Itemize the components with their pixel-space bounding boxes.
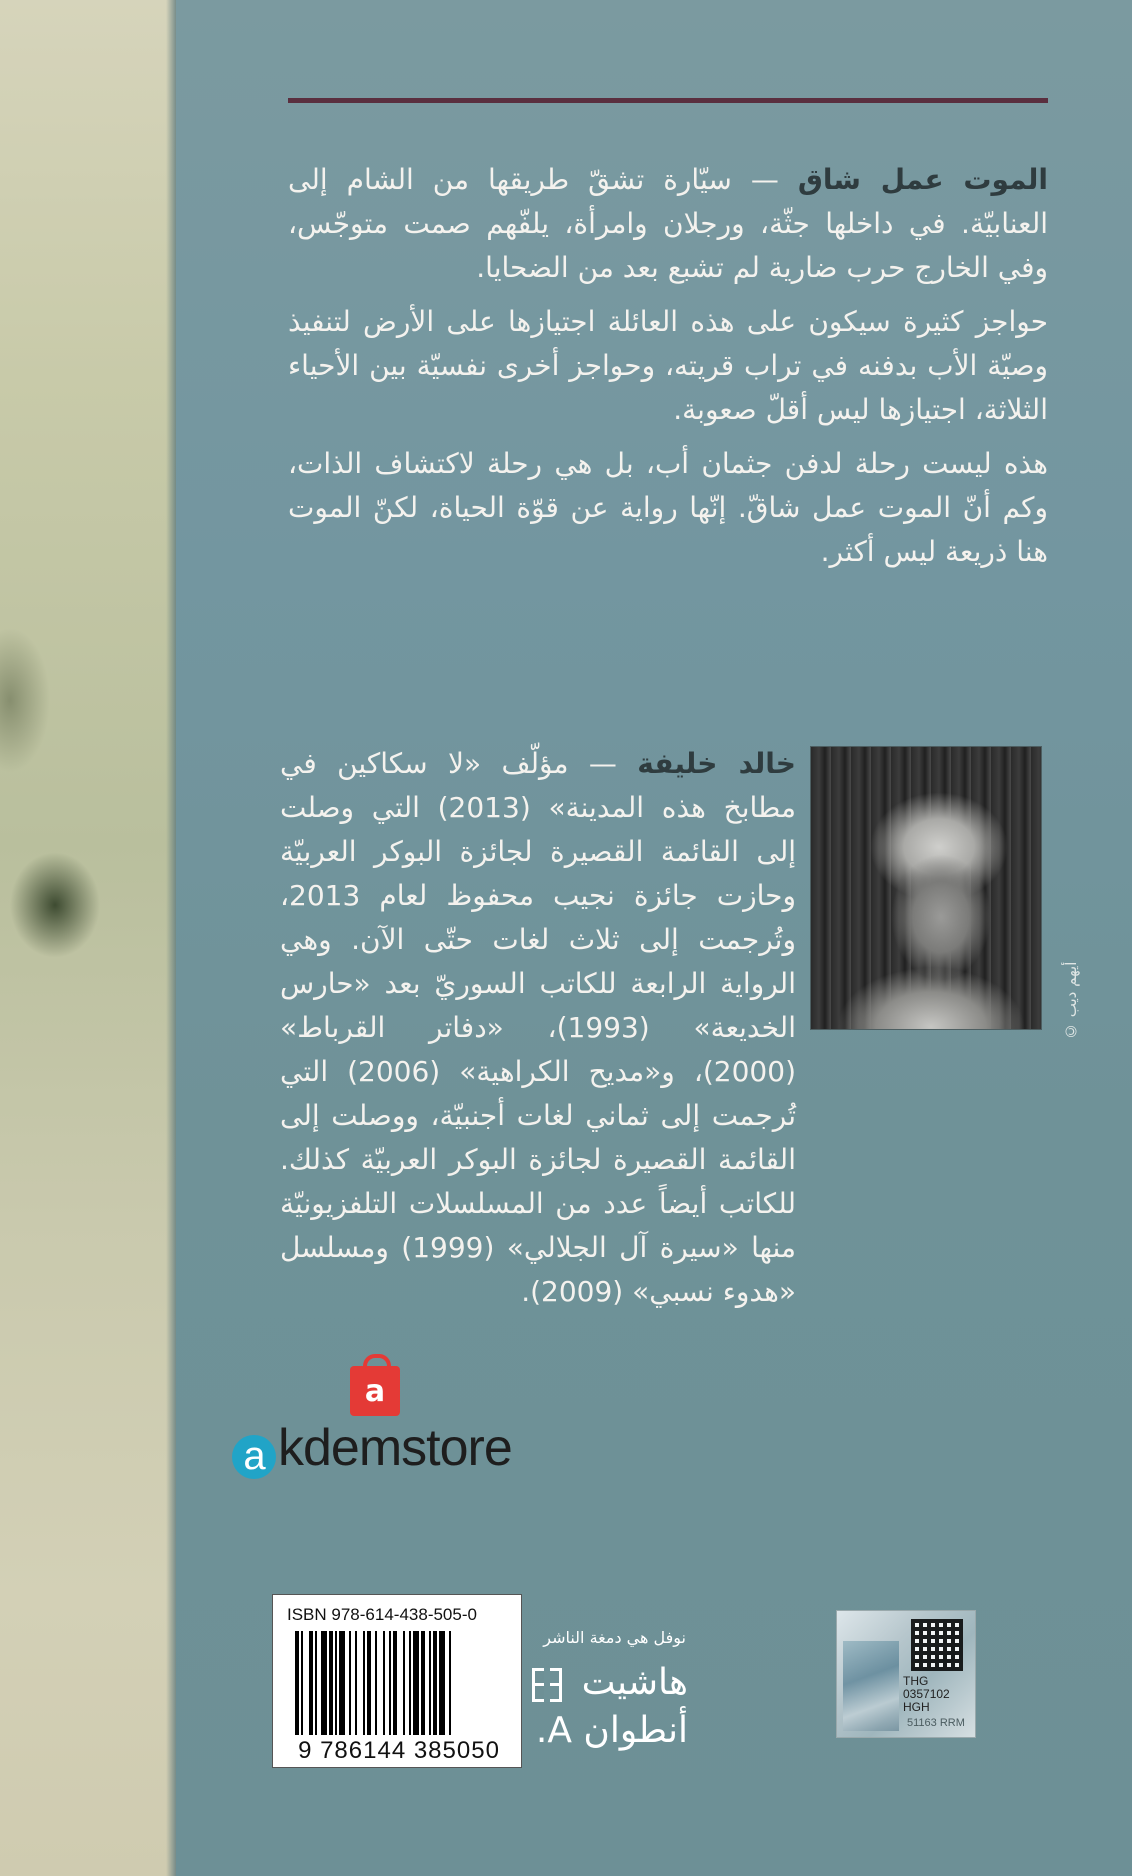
barcode-bar xyxy=(389,1631,391,1735)
barcode-digits: 9 786144 385050 xyxy=(298,1737,500,1764)
barcode-bar xyxy=(421,1631,425,1735)
barcode-bar xyxy=(321,1631,327,1735)
barcode-bar xyxy=(383,1631,385,1735)
barcode-bar xyxy=(439,1631,445,1735)
barcode-bar xyxy=(335,1631,337,1735)
store-watermark-logo xyxy=(232,1366,542,1476)
bio-text: — مؤلّف «لا سكاكين في مطابخ هذه المدينة» (2013) التي وصلت إلى القائمة القصيرة لجائزة البوكر العربيّة وحازت جائزة نجيب محفوظ لعام 2013، وتُرجمت إلى ثلاث لغات حتّى الآن. وهي الرواية الرابعة للكاتب السوريّ بعد «حارس الخديعة» (1993)، «دفاتر القرباط» (2000)، و«مديح الكراهية» (2006) التي تُرجمت إلى ثماني لغات أجنبيّة، ووصلت إلى القائمة القصيرة لجائزة البوكر العربيّة كذلك. للكاتب أيضاً عدد من المسلسلات التلفزيونيّة منها «سيرة آل الجلالي» (1999) ومسلسل «هدوء نسبي» (2009). xyxy=(280,747,796,1308)
barcode-bar xyxy=(295,1631,299,1735)
book-spine xyxy=(0,0,176,1876)
sticker-code-text: THG 0357102 HGH xyxy=(903,1674,950,1714)
store-name-rest: kdemstore xyxy=(278,1419,512,1477)
barcode-bar xyxy=(329,1631,333,1735)
publisher-name-line1: هاشيت xyxy=(581,1662,688,1703)
barcode-bar xyxy=(355,1631,357,1735)
barcode-bar xyxy=(409,1631,411,1735)
barcode-bar xyxy=(429,1631,431,1735)
barcode-bar xyxy=(301,1631,303,1735)
barcode-bar xyxy=(375,1631,377,1735)
barcode-bar xyxy=(413,1631,419,1735)
shopping-bag-icon: a xyxy=(350,1366,400,1416)
barcode-bar xyxy=(433,1631,437,1735)
photo-credit: © أيهم ديب xyxy=(1062,961,1080,1040)
barcode-bar xyxy=(393,1631,397,1735)
sticker-hologram xyxy=(843,1641,899,1731)
qr-code-icon xyxy=(911,1619,963,1671)
isbn-barcode xyxy=(272,1594,522,1768)
sticker-code xyxy=(903,1675,973,1714)
store-name xyxy=(232,1420,512,1479)
book-blurb xyxy=(288,158,1048,584)
barcode-bar xyxy=(309,1631,313,1735)
blurb-title: الموت عمل شاق xyxy=(797,163,1048,196)
publisher-name-line2: أنطوان A. xyxy=(535,1710,688,1751)
barcode-bar xyxy=(349,1631,351,1735)
barcode-bar xyxy=(403,1631,405,1735)
blurb-paragraph-2: حواجز كثيرة سيكون على هذه العائلة اجتيازها على الأرض لتنفيذ وصيّة الأب بدفنه في تراب قريته، وحواجز أخرى نفسيّة بين الأحياء الثلاثة، اجتيازها ليس أقلّ صعوبة. xyxy=(288,305,1048,426)
top-rule xyxy=(288,98,1048,103)
author-bio xyxy=(280,742,796,1324)
barcode-bars xyxy=(295,1631,503,1735)
publisher-tagline: نوفل هي دمغة الناشر xyxy=(543,1628,686,1647)
barcode-bar xyxy=(367,1631,371,1735)
isbn-text: ISBN 978-614-438-505-0 xyxy=(287,1605,477,1624)
sticker-foot: 51163 RRM xyxy=(907,1717,965,1729)
store-letter-a: a xyxy=(232,1435,276,1479)
store-sticker xyxy=(836,1610,976,1738)
author-photo xyxy=(810,746,1042,1030)
barcode-bar xyxy=(339,1631,345,1735)
barcode-bar xyxy=(315,1631,317,1735)
blurb-paragraph-1 xyxy=(288,158,1048,290)
barcode-bar xyxy=(449,1631,451,1735)
bio-paragraph xyxy=(280,742,796,1314)
blurb-p1-text: — سيّارة تشقّ طريقها من الشام إلى العنابيّة. في داخلها جثّة، ورجلان وامرأة، يلفّهم صمت متوجّس، وفي الخارج حرب ضارية لم تشبع بعد من الضحايا. xyxy=(288,163,1048,284)
barcode-bar xyxy=(363,1631,365,1735)
author-name: خالد خليفة xyxy=(637,747,796,780)
blurb-paragraph-3: هذه ليست رحلة لدفن جثمان أب، بل هي رحلة لاكتشاف الذات، وكم أنّ الموت عمل شاقّ. إنّها رواية عن قوّة الحياة، لكنّ الموت هنا ذريعة ليس أكثر. xyxy=(288,447,1048,568)
